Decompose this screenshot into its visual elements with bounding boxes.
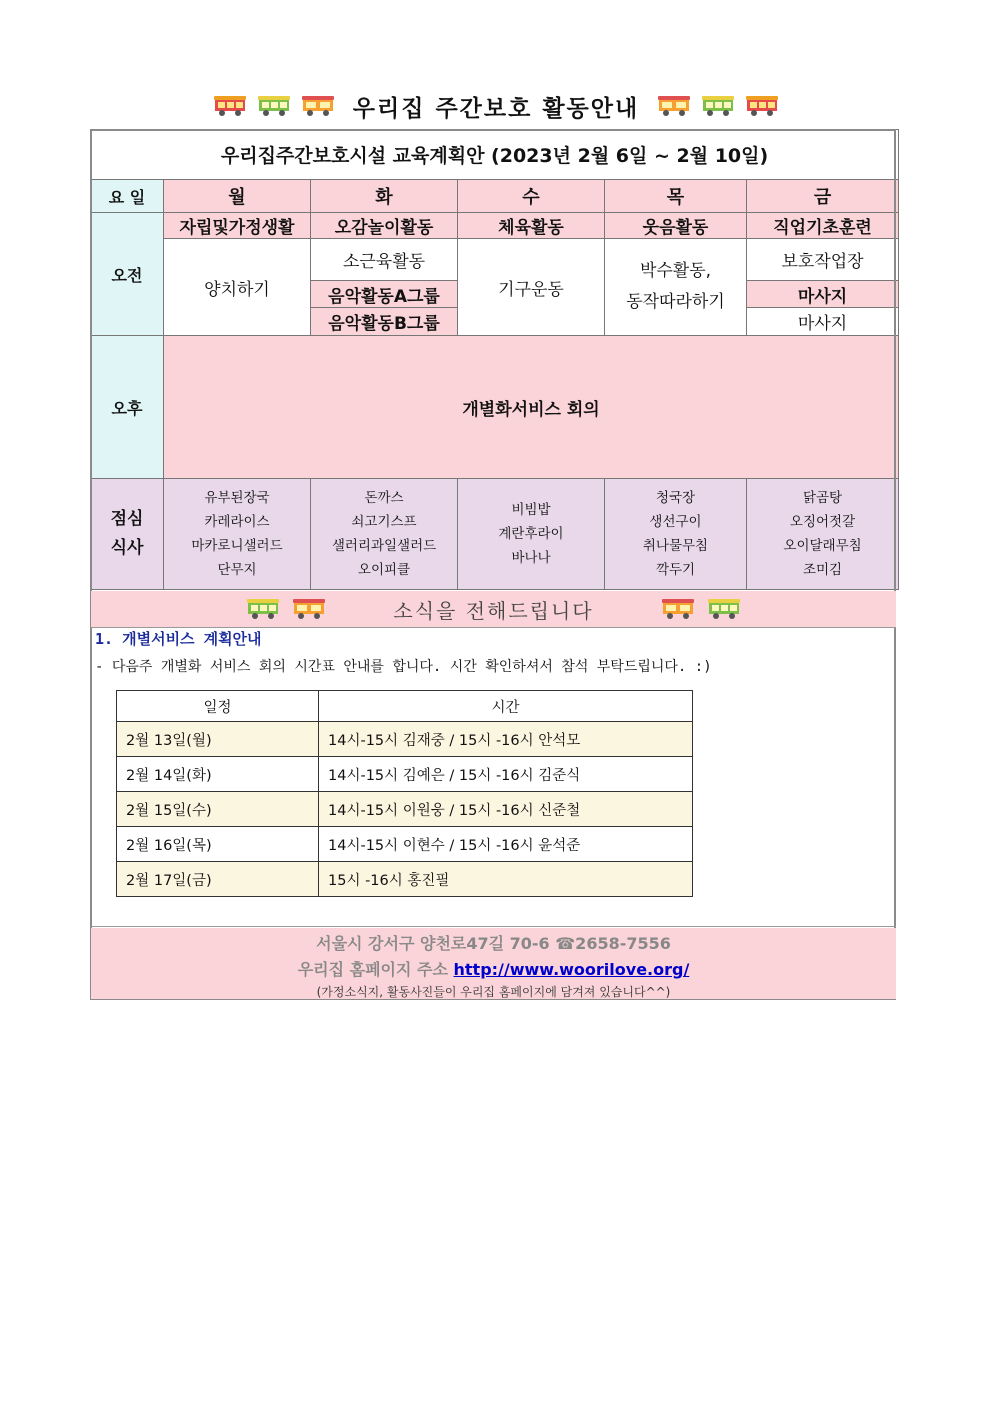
schedule-header: 시간 — [319, 691, 693, 722]
afternoon-activity: 개별화서비스 회의 — [164, 336, 899, 479]
table-row — [117, 722, 693, 757]
activity-cell: 보호작업장 — [747, 239, 899, 281]
meeting-schedule-table — [116, 690, 693, 897]
schedule-date: 2월 14일(화) — [117, 757, 319, 792]
footer-divider — [91, 926, 896, 927]
menu-item: 오이달래무침 — [783, 538, 862, 554]
document-title-bar — [0, 88, 992, 124]
activity-cell: 기구운동 — [458, 239, 605, 336]
schedule-time: 15시 -16시 홍진필 — [319, 862, 693, 897]
footer-homepage — [91, 957, 896, 980]
category-cell: 체육활동 — [458, 213, 605, 239]
menu-item: 단무지 — [217, 562, 257, 578]
menu-item: 돈까스 — [364, 490, 404, 506]
menu-item: 바나나 — [511, 550, 551, 566]
activity-cell: 음악활동B그룹 — [311, 308, 458, 336]
activity-cell: 마사지 — [747, 308, 899, 336]
news-banner — [91, 591, 896, 628]
section-title: 1. 개별서비스 계획안내 — [95, 630, 262, 648]
activity-line: 박수활동, — [639, 261, 712, 281]
day-header: 화 — [311, 180, 458, 213]
lunch-label-line: 식사 — [110, 538, 144, 558]
menu-item: 카레라이스 — [204, 514, 270, 530]
menu-item: 쇠고기스프 — [351, 514, 417, 530]
notice-text: - 다음주 개별화 서비스 회의 시간표 안내를 합니다. 시간 확인하셔서 참석 부탁드립니다. :) — [95, 659, 712, 675]
activity-cell: 음악활동A그룹 — [311, 281, 458, 308]
schedule-time: 14시-15시 이현수 / 15시 -16시 윤석준 — [319, 827, 693, 862]
table-row — [117, 792, 693, 827]
table-row — [117, 757, 693, 792]
activity-cell: 양치하기 — [164, 239, 311, 336]
day-header-label: 요 일 — [91, 180, 164, 213]
footer-note: (가정소식지, 활동사진들이 우리집 홈페이지에 담겨져 있습니다^^) — [316, 985, 671, 999]
train-car-icon — [707, 598, 741, 620]
schedule-date: 2월 15일(수) — [117, 792, 319, 827]
day-header: 목 — [605, 180, 747, 213]
homepage-label: 우리집 홈페이지 주소 — [297, 960, 448, 979]
category-cell: 자립및가정생활 — [164, 213, 311, 239]
menu-item: 생선구이 — [649, 514, 702, 530]
menu-item: 닭곰탕 — [802, 490, 843, 506]
document-title: 우리집 주간보호 활동안내 — [352, 95, 640, 122]
menu-item: 청국장 — [655, 490, 696, 506]
category-cell: 오감놀이활동 — [311, 213, 458, 239]
category-cell: 웃음활동 — [605, 213, 747, 239]
schedule-date: 2월 17일(금) — [117, 862, 319, 897]
footer-address: 서울시 강서구 양천로47길 70-6 ☎2658-7556 — [316, 934, 671, 953]
menu-item: 깍두기 — [655, 562, 696, 578]
menu-item: 샐러리과일샐러드 — [331, 538, 437, 554]
menu-item: 취나물무침 — [642, 538, 709, 554]
table-row — [117, 862, 693, 897]
footer — [91, 928, 896, 999]
menu-item: 오징어젓갈 — [789, 514, 856, 530]
schedule-header: 일정 — [117, 691, 319, 722]
schedule-time: 14시-15시 이원웅 / 15시 -16시 신준철 — [319, 792, 693, 827]
train-car-icon — [213, 95, 247, 117]
table-row — [117, 827, 693, 862]
menu-item: 계란후라이 — [498, 526, 564, 542]
menu-item: 비빔밥 — [511, 502, 551, 518]
schedule-date: 2월 16일(목) — [117, 827, 319, 862]
day-header: 수 — [458, 180, 605, 213]
menu-item: 오이피클 — [357, 562, 411, 578]
homepage-link[interactable]: http://www.woorilove.org/ — [453, 960, 690, 979]
schedule-time: 14시-15시 김재중 / 15시 -16시 안석모 — [319, 722, 693, 757]
activity-cell: 마사지 — [747, 281, 899, 308]
train-car-icon — [657, 95, 691, 117]
day-header: 월 — [164, 180, 311, 213]
menu-item: 조미김 — [802, 562, 843, 578]
morning-label: 오전 — [91, 213, 164, 336]
plan-caption: 우리집주간보호시설 교육계획안 (2023년 2월 6일 ~ 2월 10일) — [91, 130, 899, 180]
lunch-label-line: 점심 — [110, 509, 144, 529]
category-cell: 직업기초훈련 — [747, 213, 899, 239]
afternoon-label: 오후 — [91, 336, 164, 479]
train-car-icon — [701, 95, 735, 117]
train-car-icon — [246, 598, 280, 620]
day-header: 금 — [747, 180, 899, 213]
train-car-icon — [301, 95, 335, 117]
menu-item: 마카로니샐러드 — [191, 538, 283, 554]
activity-cell: 소근육활동 — [311, 239, 458, 281]
train-car-icon — [661, 598, 695, 620]
menu-item: 유부된장국 — [204, 490, 270, 506]
train-car-icon — [292, 598, 326, 620]
train-car-icon — [745, 95, 779, 117]
news-title: 소식을 전해드립니다 — [393, 598, 594, 623]
activity-line: 동작따라하기 — [626, 292, 725, 312]
schedule-time: 14시-15시 김예은 / 15시 -16시 김준식 — [319, 757, 693, 792]
schedule-date: 2월 13일(월) — [117, 722, 319, 757]
train-car-icon — [257, 95, 291, 117]
